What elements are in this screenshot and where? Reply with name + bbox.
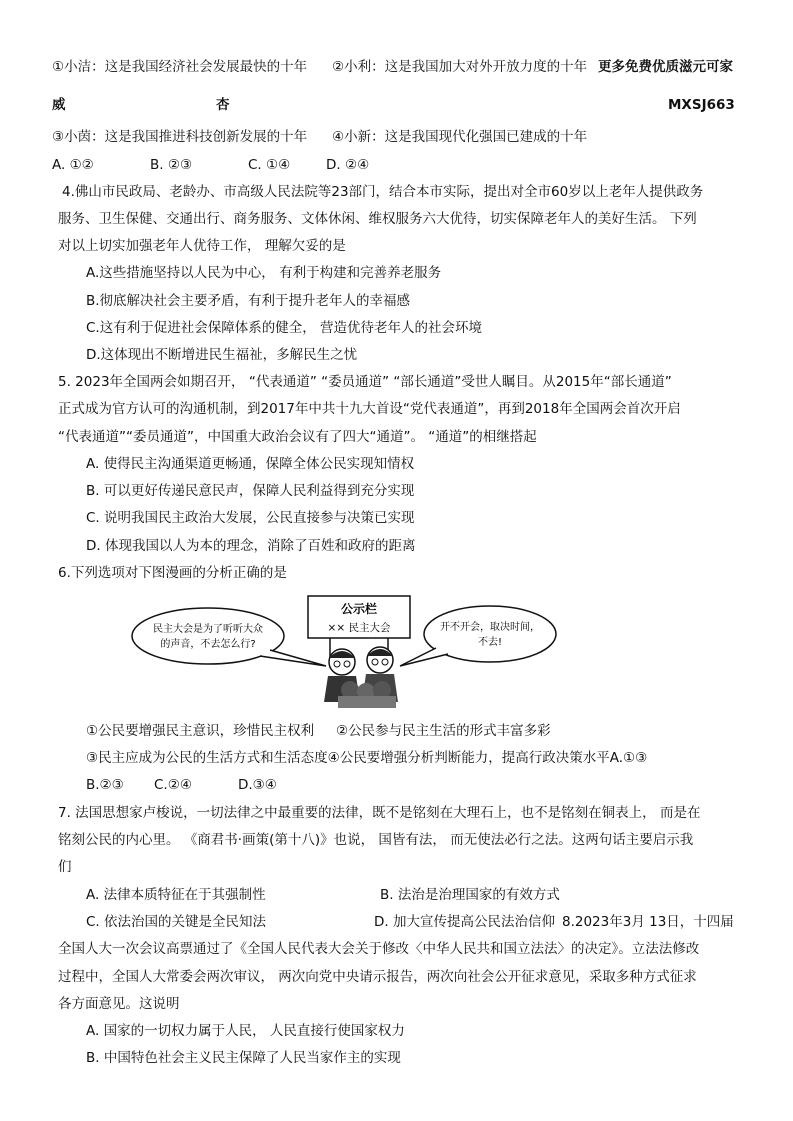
q6-option-line-1b: ②公民参与民主生活的形式丰富多彩: [336, 723, 551, 739]
q7-stem-line-2: 铭刻公民的内心里。 《商君书·画策(第十八)》也说， 国皆有法， 而无使法必行之法。这两句话主要启示我: [58, 832, 694, 848]
q3-option-line-1b: ②小利：这是我国加大对外开放力度的十年: [332, 59, 588, 75]
q7-option-c: C. 依法治国的关键是全民知法: [86, 914, 267, 930]
q3-option-line-2a: ③小茵：这是我国推进科技创新发展的十年: [52, 129, 308, 145]
q7-option-a: A. 法律本质特征在于其强制性: [86, 887, 266, 903]
notice-board-title: 公示栏: [340, 602, 378, 616]
q8-option-a: A. 国家的一切权力属于人民， 人民直接行使国家权力: [86, 1023, 405, 1039]
q4-stem-line-2: 服务、卫生保健、交通出行、商务服务、文体休闲、维权服务六大优待，切实保障老年人的美好生活。 下列: [58, 211, 697, 227]
q3-choice-c: C. ①④: [248, 157, 291, 173]
q5-stem-line-3: “代表通道”“委员通道”，中国重大政治会议有了四大“通道”。 “通道”的相继搭起: [58, 429, 537, 445]
q8-stem-line-2: 过程中，全国人大常委会两次审议， 两次向党中央请示报告，两次向社会公开征求意见，采取多种方式征求: [58, 969, 697, 985]
q6-option-line-2: ③民主应成为公民的生活方式和生活态度④公民要增强分析判断能力，提高行政决策水平A.①③: [86, 750, 648, 766]
cartoon-illustration: [130, 592, 562, 710]
q5-stem-line-1: 5. 2023年全国两会如期召开， “代表通道” “委员通道” “部长通道”受世人瞩目。从2015年“部长通道”: [58, 374, 672, 390]
q4-stem-line-1: 4.佛山市民政局、老龄办、市高级人民法院等23部门，结合本市实际，提出对全市60岁以上老年人提供政务: [62, 184, 704, 200]
q8-stem-start: 8.2023年3月 13日，十四届: [562, 914, 734, 930]
q3-choice-a: A. ①②: [52, 157, 94, 173]
q5-option-b: B. 可以更好传递民意民声，保障人民利益得到充分实现: [86, 483, 415, 499]
q8-stem-line-1: 全国人大一次会议高票通过了《全国人民代表大会关于修改〈中华人民共和国立法法〉的决定》。立法法修改: [58, 941, 700, 957]
q5-option-a: A. 使得民主沟通渠道更畅通，保障全体公民实现知情权: [86, 456, 415, 472]
q5-stem-line-2: 正式成为官方认可的沟通机制，到2017年中共十九大首设“党代表通道”，再到2018年全国两会首次开启: [58, 401, 681, 417]
q7-option-b: B. 法治是治理国家的有效方式: [380, 887, 560, 903]
left-bubble-line-1: 民主大会是为了听听大众: [153, 624, 263, 635]
watermark-char-1: 威: [52, 97, 66, 113]
q3-option-line-2b: ④小新：这是我国现代化强国已建成的十年: [332, 129, 588, 145]
notice-board-subtitle: ×× 民主大会: [327, 622, 391, 634]
q4-option-d: D.这体现出不断增进民生福祉，多解民生之忧: [86, 347, 358, 363]
q6-choice-b: B.②③: [86, 777, 124, 793]
watermark-code: MXSJ663: [668, 97, 735, 113]
left-bubble-line-2: 的声音，不去怎么行?: [160, 639, 256, 650]
q7-stem-line-1: 7. 法国思想家卢梭说，一切法律之中最重要的法律，既不是铭刻在大理石上，也不是铭刻在铜表上， 而是在: [58, 805, 701, 821]
q7-stem-line-3: 们: [58, 859, 72, 875]
q6-choice-c: C.②④: [154, 777, 192, 793]
q6-choice-d: D.③④: [238, 777, 277, 793]
watermark-text: 更多免费优质滋元可家: [598, 59, 733, 75]
q8-option-b: B. 中国特色社会主义民主保障了人民当家作主的实现: [86, 1050, 401, 1066]
q8-stem-line-3: 各方面意见。这说明: [58, 996, 180, 1012]
q7-option-d: D. 加大宣传提高公民法治信仰: [374, 914, 555, 930]
watermark-char-2: 杏: [216, 97, 230, 113]
q6-stem: 6.下列选项对下图漫画的分析正确的是: [58, 565, 287, 581]
q4-option-b: B.彻底解决社会主要矛盾，有利于提升老年人的幸福感: [86, 293, 411, 309]
q4-stem-line-3: 对以上切实加强老年人优待工作， 理解欠妥的是: [58, 238, 346, 254]
right-bubble-line-2: 不去!: [477, 637, 503, 648]
q3-choice-b: B. ②③: [150, 157, 193, 173]
q6-option-line-1a: ①公民要增强民主意识，珍惜民主权利: [86, 723, 315, 739]
q4-option-a: A.这些措施坚持以人民为中心， 有利于构建和完善养老服务: [86, 265, 442, 281]
q5-option-c: C. 说明我国民主政治大发展，公民直接参与决策已实现: [86, 510, 415, 526]
q3-option-line-1a: ①小洁：这是我国经济社会发展最快的十年: [52, 59, 308, 75]
q5-option-d: D. 体现我国以人为本的理念，消除了百姓和政府的距离: [86, 538, 416, 554]
right-bubble-line-1: 开不开会，取决时间，: [440, 622, 540, 633]
crowd-group: [338, 681, 396, 708]
q4-option-c: C.这有利于促进社会保障体系的健全， 营造优待老年人的社会环境: [86, 320, 483, 336]
q3-choice-d: D. ②④: [326, 157, 370, 173]
